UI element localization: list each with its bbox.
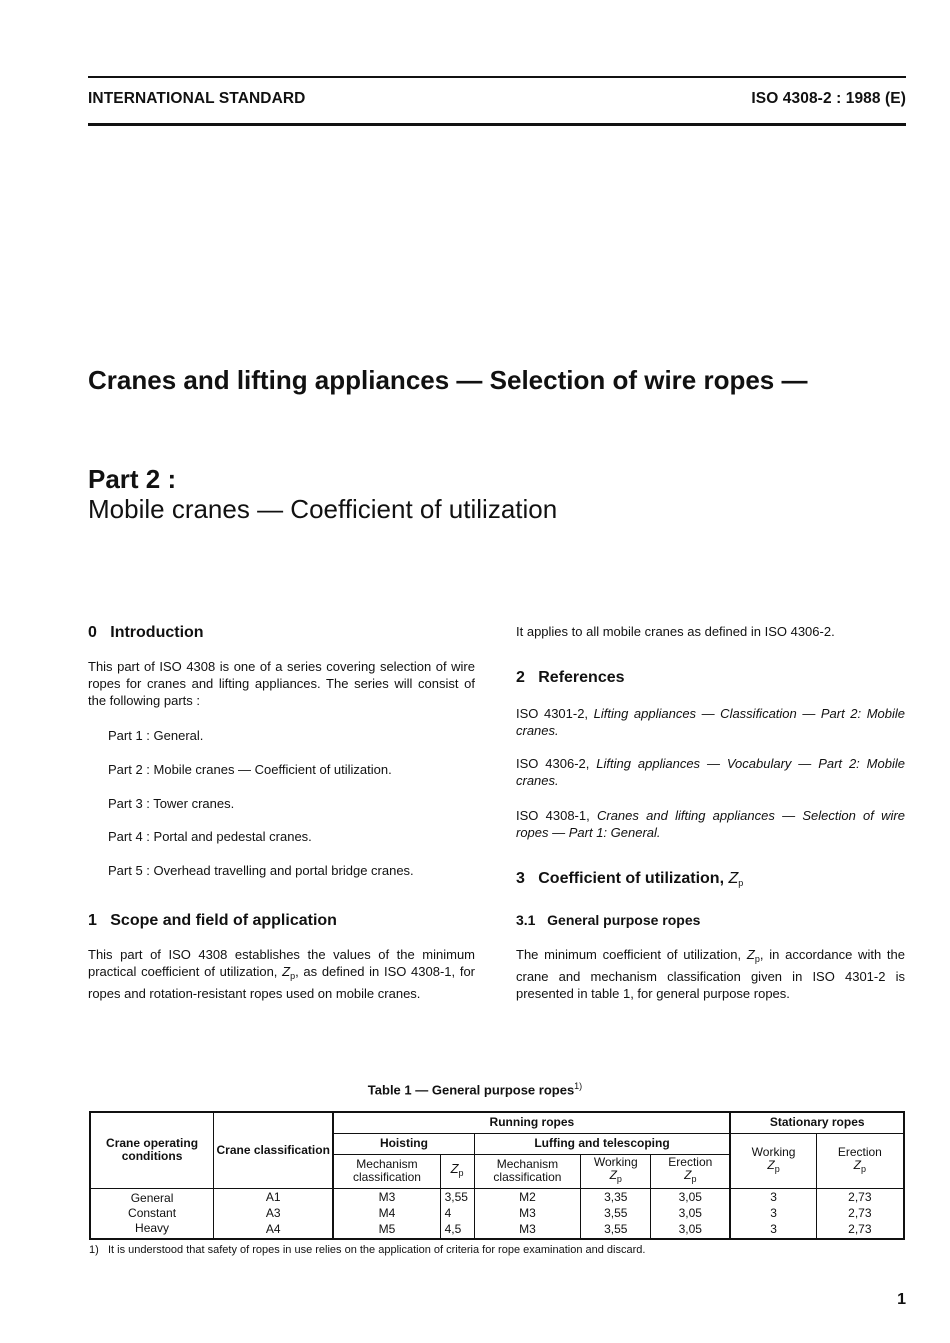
cell-stationary-erection: 2,73: [816, 1206, 904, 1221]
cell-luff-working: 3,35: [581, 1188, 651, 1206]
section-title: Introduction: [110, 624, 204, 641]
header-working-label: Working: [593, 1155, 638, 1169]
cell-hoist-zp: 4,5: [440, 1221, 474, 1239]
subsection-number: 3.1: [516, 912, 536, 928]
header-hoisting-mechanism: Mechanism classification: [333, 1154, 440, 1188]
zp-symbol: Z: [853, 1157, 862, 1172]
header-running-ropes: Running ropes: [333, 1112, 730, 1133]
zp-subscript: p: [774, 1163, 780, 1174]
section-title: References: [538, 669, 625, 686]
intro-part-item: Part 2 : Mobile cranes — Coefficient of utilization.: [108, 762, 392, 777]
cell-condition: Constant: [90, 1206, 214, 1221]
header-hoisting-zp: [440, 1154, 474, 1188]
cell-luff-mechanism: M3: [474, 1221, 581, 1239]
cell-stationary-working: 3: [730, 1188, 816, 1206]
zp-symbol: Z: [282, 964, 291, 979]
header-top-rule: [88, 76, 906, 78]
intro-part-item: Part 4 : Portal and pedestal cranes.: [108, 829, 312, 844]
section-number: 3: [516, 870, 525, 887]
zp-symbol: Z: [609, 1168, 617, 1182]
cell-stationary-erection: 2,73: [816, 1188, 904, 1206]
reference-code: ISO 4306-2,: [516, 756, 590, 771]
intro-paragraph: This part of ISO 4308 is one of a series covering selection of wire ropes for cranes and lifting appliances. The series will consist of the following parts :: [88, 659, 475, 708]
applies-paragraph: It applies to all mobile cranes as defined in ISO 4306-2.: [516, 624, 835, 639]
zp-subscript: p: [616, 1174, 622, 1184]
page-number: 1: [897, 1291, 906, 1308]
header-erection-label: Erection: [668, 1155, 713, 1169]
reference-title: Lifting appliances — Vocabulary — Part 2: Mobile cranes.: [516, 756, 905, 788]
cell-stationary-erection: 2,73: [816, 1221, 904, 1239]
header-stationary-working: [730, 1133, 816, 1188]
footnote-text: It is understood that safety of ropes in use relies on the application of criteria for rope examination and discard.: [107, 1244, 646, 1256]
zp-subscript: p: [691, 1174, 697, 1184]
table-caption-text: Table 1 — General purpose ropes: [367, 1082, 575, 1098]
intro-part-item: Part 1 : General.: [108, 728, 204, 743]
reference-item: [516, 755, 905, 789]
coefficient-text: The minimum coefficient of utilization,: [516, 947, 747, 962]
section-title: Scope and field of application: [110, 912, 337, 929]
zp-subscript: p: [458, 1168, 464, 1178]
document-subtitle: Mobile cranes — Coefficient of utilization: [88, 494, 558, 524]
section-number: 1: [88, 912, 97, 929]
section-2-heading: [516, 669, 625, 687]
table-row: [90, 1221, 904, 1239]
general-purpose-ropes-table: [89, 1111, 905, 1240]
section-number: 0: [88, 624, 97, 641]
cell-stationary-working: 3: [730, 1221, 816, 1239]
cell-luff-erection: 3,05: [651, 1206, 731, 1221]
subsection-3-1-heading: [516, 912, 700, 928]
cell-hoist-mechanism: M3: [333, 1188, 440, 1206]
zp-symbol: Z: [684, 1168, 692, 1182]
header-hoisting: Hoisting: [333, 1133, 474, 1154]
zp-subscript: p: [754, 954, 760, 964]
header-bottom-rule: [88, 123, 906, 126]
scope-text: , as defined in ISO 4308-1, for ropes and rotation-resistant ropes used on mobile cranes.: [88, 964, 475, 1001]
cell-classification: A1: [214, 1188, 334, 1206]
zp-symbol: Z: [746, 947, 755, 962]
header-luffing-telescoping: Luffing and telescoping: [474, 1133, 730, 1154]
intro-part-item: Part 3 : Tower cranes.: [108, 796, 235, 811]
reference-item: [516, 807, 905, 841]
zp-subscript: p: [290, 971, 296, 981]
cell-classification: A3: [214, 1206, 334, 1221]
header-stationary-ropes: Stationary ropes: [730, 1112, 904, 1133]
header-luffing-working: [581, 1154, 651, 1188]
cell-luff-erection: 3,05: [651, 1221, 731, 1239]
cell-luff-mechanism: M2: [474, 1188, 581, 1206]
zp-subscript: p: [738, 878, 744, 888]
cell-luff-erection: 3,05: [651, 1188, 731, 1206]
scope-text: This part of ISO 4308 establishes the values of the minimum practical coefficient of utilization,: [88, 947, 475, 979]
zp-symbol: Z: [728, 870, 739, 887]
cell-hoist-zp: 4: [440, 1206, 474, 1221]
cell-hoist-mechanism: M5: [333, 1221, 440, 1239]
coefficient-text: , in accordance with the crane and mechanism classification given in ISO 4301-2 is presented in table 1, for general purpose ropes.: [516, 947, 906, 1001]
reference-title: Lifting appliances — Classification — Part 2: Mobile cranes.: [516, 706, 905, 738]
section-title: Coefficient of utilization,: [538, 870, 725, 887]
table-footnote: [89, 1244, 645, 1256]
intro-part-item: Part 5 : Overhead travelling and portal bridge cranes.: [108, 863, 414, 878]
reference-item: [516, 705, 905, 739]
cell-hoist-mechanism: M4: [333, 1206, 440, 1221]
reference-code: ISO 4301-2,: [516, 706, 589, 721]
table-caption: [0, 1081, 950, 1097]
cell-luff-mechanism: M3: [474, 1206, 581, 1221]
table-row: [90, 1206, 904, 1221]
cell-condition: Heavy: [90, 1221, 214, 1239]
zp-symbol: Z: [767, 1157, 775, 1172]
part-label: Part 2 :: [88, 464, 177, 494]
table-caption-footnote-mark: 1): [574, 1081, 583, 1091]
header-crane-classification: Crane classification: [214, 1112, 334, 1188]
header-standard-label: INTERNATIONAL STANDARD: [88, 90, 306, 107]
scope-paragraph: [88, 946, 475, 1002]
reference-code: ISO 4308-1,: [516, 808, 590, 823]
section-3-heading: [516, 870, 743, 888]
zp-symbol: Z: [450, 1161, 459, 1176]
cell-luff-working: 3,55: [581, 1206, 651, 1221]
cell-stationary-working: 3: [730, 1206, 816, 1221]
header-standard-number: ISO 4308-2 : 1988 (E): [751, 90, 906, 107]
table-row: [90, 1188, 904, 1206]
header-luffing-erection: [651, 1154, 731, 1188]
header-luffing-mechanism: Mechanism classification: [474, 1154, 581, 1188]
reference-title: Cranes and lifting appliances — Selection of wire ropes — Part 1: General.: [516, 808, 905, 840]
zp-subscript: p: [861, 1163, 867, 1174]
header-working-label: Working: [751, 1144, 796, 1159]
document-title: Cranes and lifting appliances — Selection of wire ropes —: [88, 365, 808, 395]
section-0-heading: [88, 624, 204, 642]
section-1-heading: [88, 912, 337, 930]
cell-classification: A4: [214, 1221, 334, 1239]
footnote-number: 1): [89, 1244, 99, 1256]
subsection-title: General purpose ropes: [547, 912, 701, 928]
header-stationary-erection: [816, 1133, 904, 1188]
header-erection-label: Erection: [837, 1144, 882, 1159]
cell-luff-working: 3,55: [581, 1221, 651, 1239]
cell-condition: General: [90, 1188, 214, 1206]
cell-hoist-zp: 3,55: [440, 1188, 474, 1206]
header-crane-operating-conditions: Crane operating conditions: [90, 1112, 214, 1188]
section-number: 2: [516, 669, 525, 686]
coefficient-paragraph: [516, 946, 905, 1002]
